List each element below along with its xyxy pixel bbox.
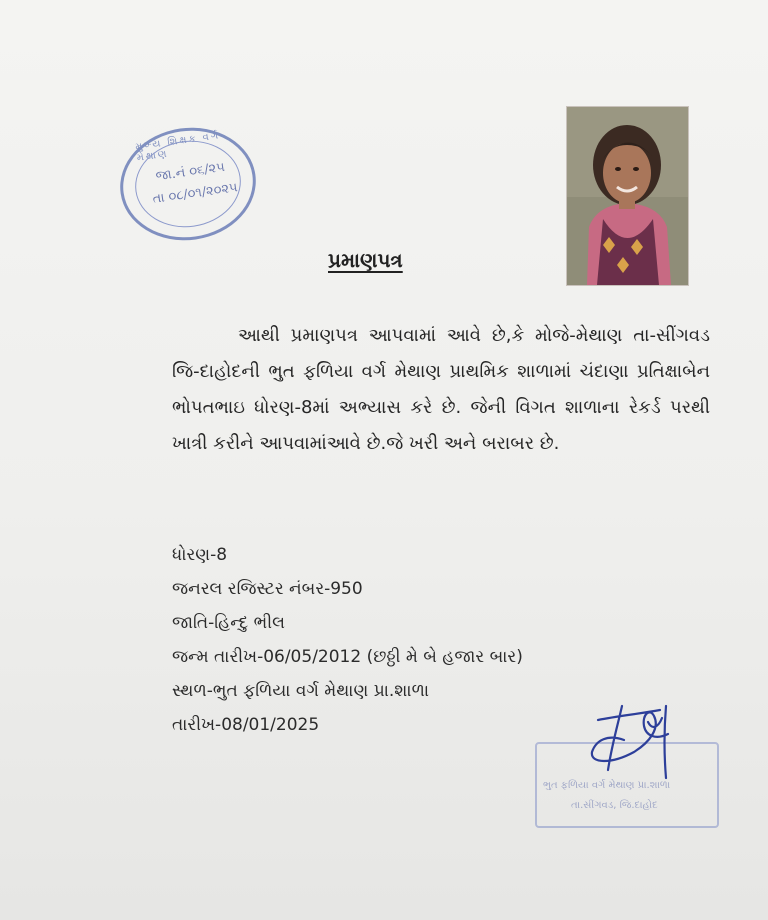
detail-date-of-birth: જન્મ તારીખ-06/05/2012 (છઠ્ઠી મે બે હજાર બાર)	[172, 647, 523, 667]
detail-date: તારીખ-08/01/2025	[172, 715, 320, 735]
stamp-ring-text: મુખ્ય શિક્ષક વર્ગ મેથાણ	[134, 130, 221, 164]
document-title: પ્રમાણપત્ર	[328, 248, 403, 272]
stamp-school-name: ભુત ફળિયા વર્ગ મેથાણ પ્રા.શાળા	[543, 780, 671, 791]
student-photo	[566, 106, 689, 286]
student-photo-image	[567, 107, 688, 285]
detail-standard: ધોરણ-8	[172, 545, 228, 565]
stamp-outward-number: જા.નં ૦૬/૨૫	[154, 159, 226, 185]
detail-caste: જાતિ-હિન્દુ ભીલ	[172, 613, 285, 633]
student-details	[172, 538, 523, 742]
stamp-date: તા ૦૮/૦૧/૨૦૨૫	[151, 180, 239, 207]
round-school-stamp	[113, 119, 263, 249]
certificate-paragraph: આથી પ્રમાણપત્ર આપવામાં આવે છે,કે મોજે-મેથાણ તા-સીંગવડ જિ-દાહોદની ભુત ફળિયા વર્ગ મેથાણ પ્રાથમિક શાળામાં ચંદાણા પ્રતિક્ષાબેન ભોપતભાઇ ધોરણ-8માં અભ્યાસ કરે છે. જેની વિગત શાળાના રેકર્ડ પરથી ખાત્રી કરીને આપવામાંઆવે છે.જે ખરી અને બરાબર છે.	[172, 325, 710, 454]
stamp-taluka-district: તા.સીંગવડ, જિ.દાહોદ	[571, 800, 658, 811]
detail-register-number: જનરલ રજિસ્ટર નંબર-950	[172, 579, 363, 599]
detail-place: સ્થળ-ભુત ફળિયા વર્ગ મેથાણ પ્રા.શાળા	[172, 681, 429, 701]
headmaster-signature	[578, 700, 688, 780]
